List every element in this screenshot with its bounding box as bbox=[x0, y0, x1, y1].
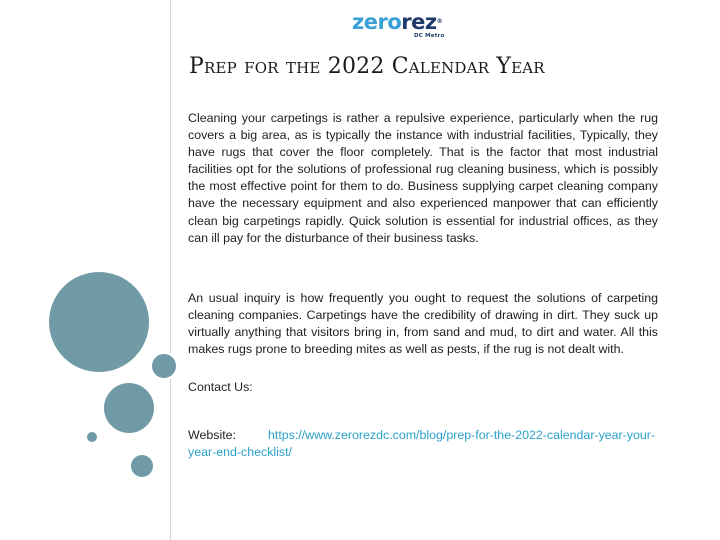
decorative-circle-large bbox=[49, 272, 149, 372]
contact-label: Contact Us: bbox=[188, 380, 253, 394]
decorative-circle-small bbox=[150, 352, 178, 380]
logo-text-zero: zero bbox=[352, 10, 402, 34]
website-line bbox=[188, 427, 658, 461]
paragraph-frequency: An usual inquiry is how frequently you ought to request the solutions of carpeting cleaning companies. Carpetings have the credibility of drawing in dirt. They suck up virtually anything that visitors bring in, from sand and mud, to dirt and water. All this makes rugs prone to breeding mites as well as pests, if the rug is not dealt with. bbox=[188, 291, 658, 357]
paragraph-intro: Cleaning your carpetings is rather a repulsive experience, particularly when the rug covers a big area, as is typically the instance with industrial facilities, Typically, they have rugs that cover the floor completely. That is the factor that most industrial facilities opt for the solutions of professional rug cleaning business, which is possibly the most effective point for them to do. Business supplying carpet cleaning company have the necessary equipment and also experienced manpower that can efficiently clean big carpetings rapidly. Quick solution is essential for industrial offices, as they can ill pay for the disturbance of their business tasks. bbox=[188, 111, 658, 245]
website-label: Website: bbox=[188, 428, 236, 442]
zerorez-logo bbox=[352, 10, 462, 46]
decorative-circle-tiny bbox=[131, 455, 153, 477]
website-link[interactable]: https://www.zerorezdc.com/blog/prep-for-the-2022-calendar-year-your-year-end-checklist/ bbox=[188, 428, 656, 460]
logo-trademark: ® bbox=[436, 18, 443, 25]
page-title: Prep for the 2022 Calendar Year bbox=[189, 54, 545, 79]
logo-text-rez: rez bbox=[401, 10, 437, 34]
logo-subtitle: DC Metro bbox=[414, 33, 445, 39]
decorative-dot bbox=[87, 432, 97, 442]
decorative-circle-medium bbox=[104, 383, 154, 433]
sidebar-divider bbox=[170, 0, 171, 540]
